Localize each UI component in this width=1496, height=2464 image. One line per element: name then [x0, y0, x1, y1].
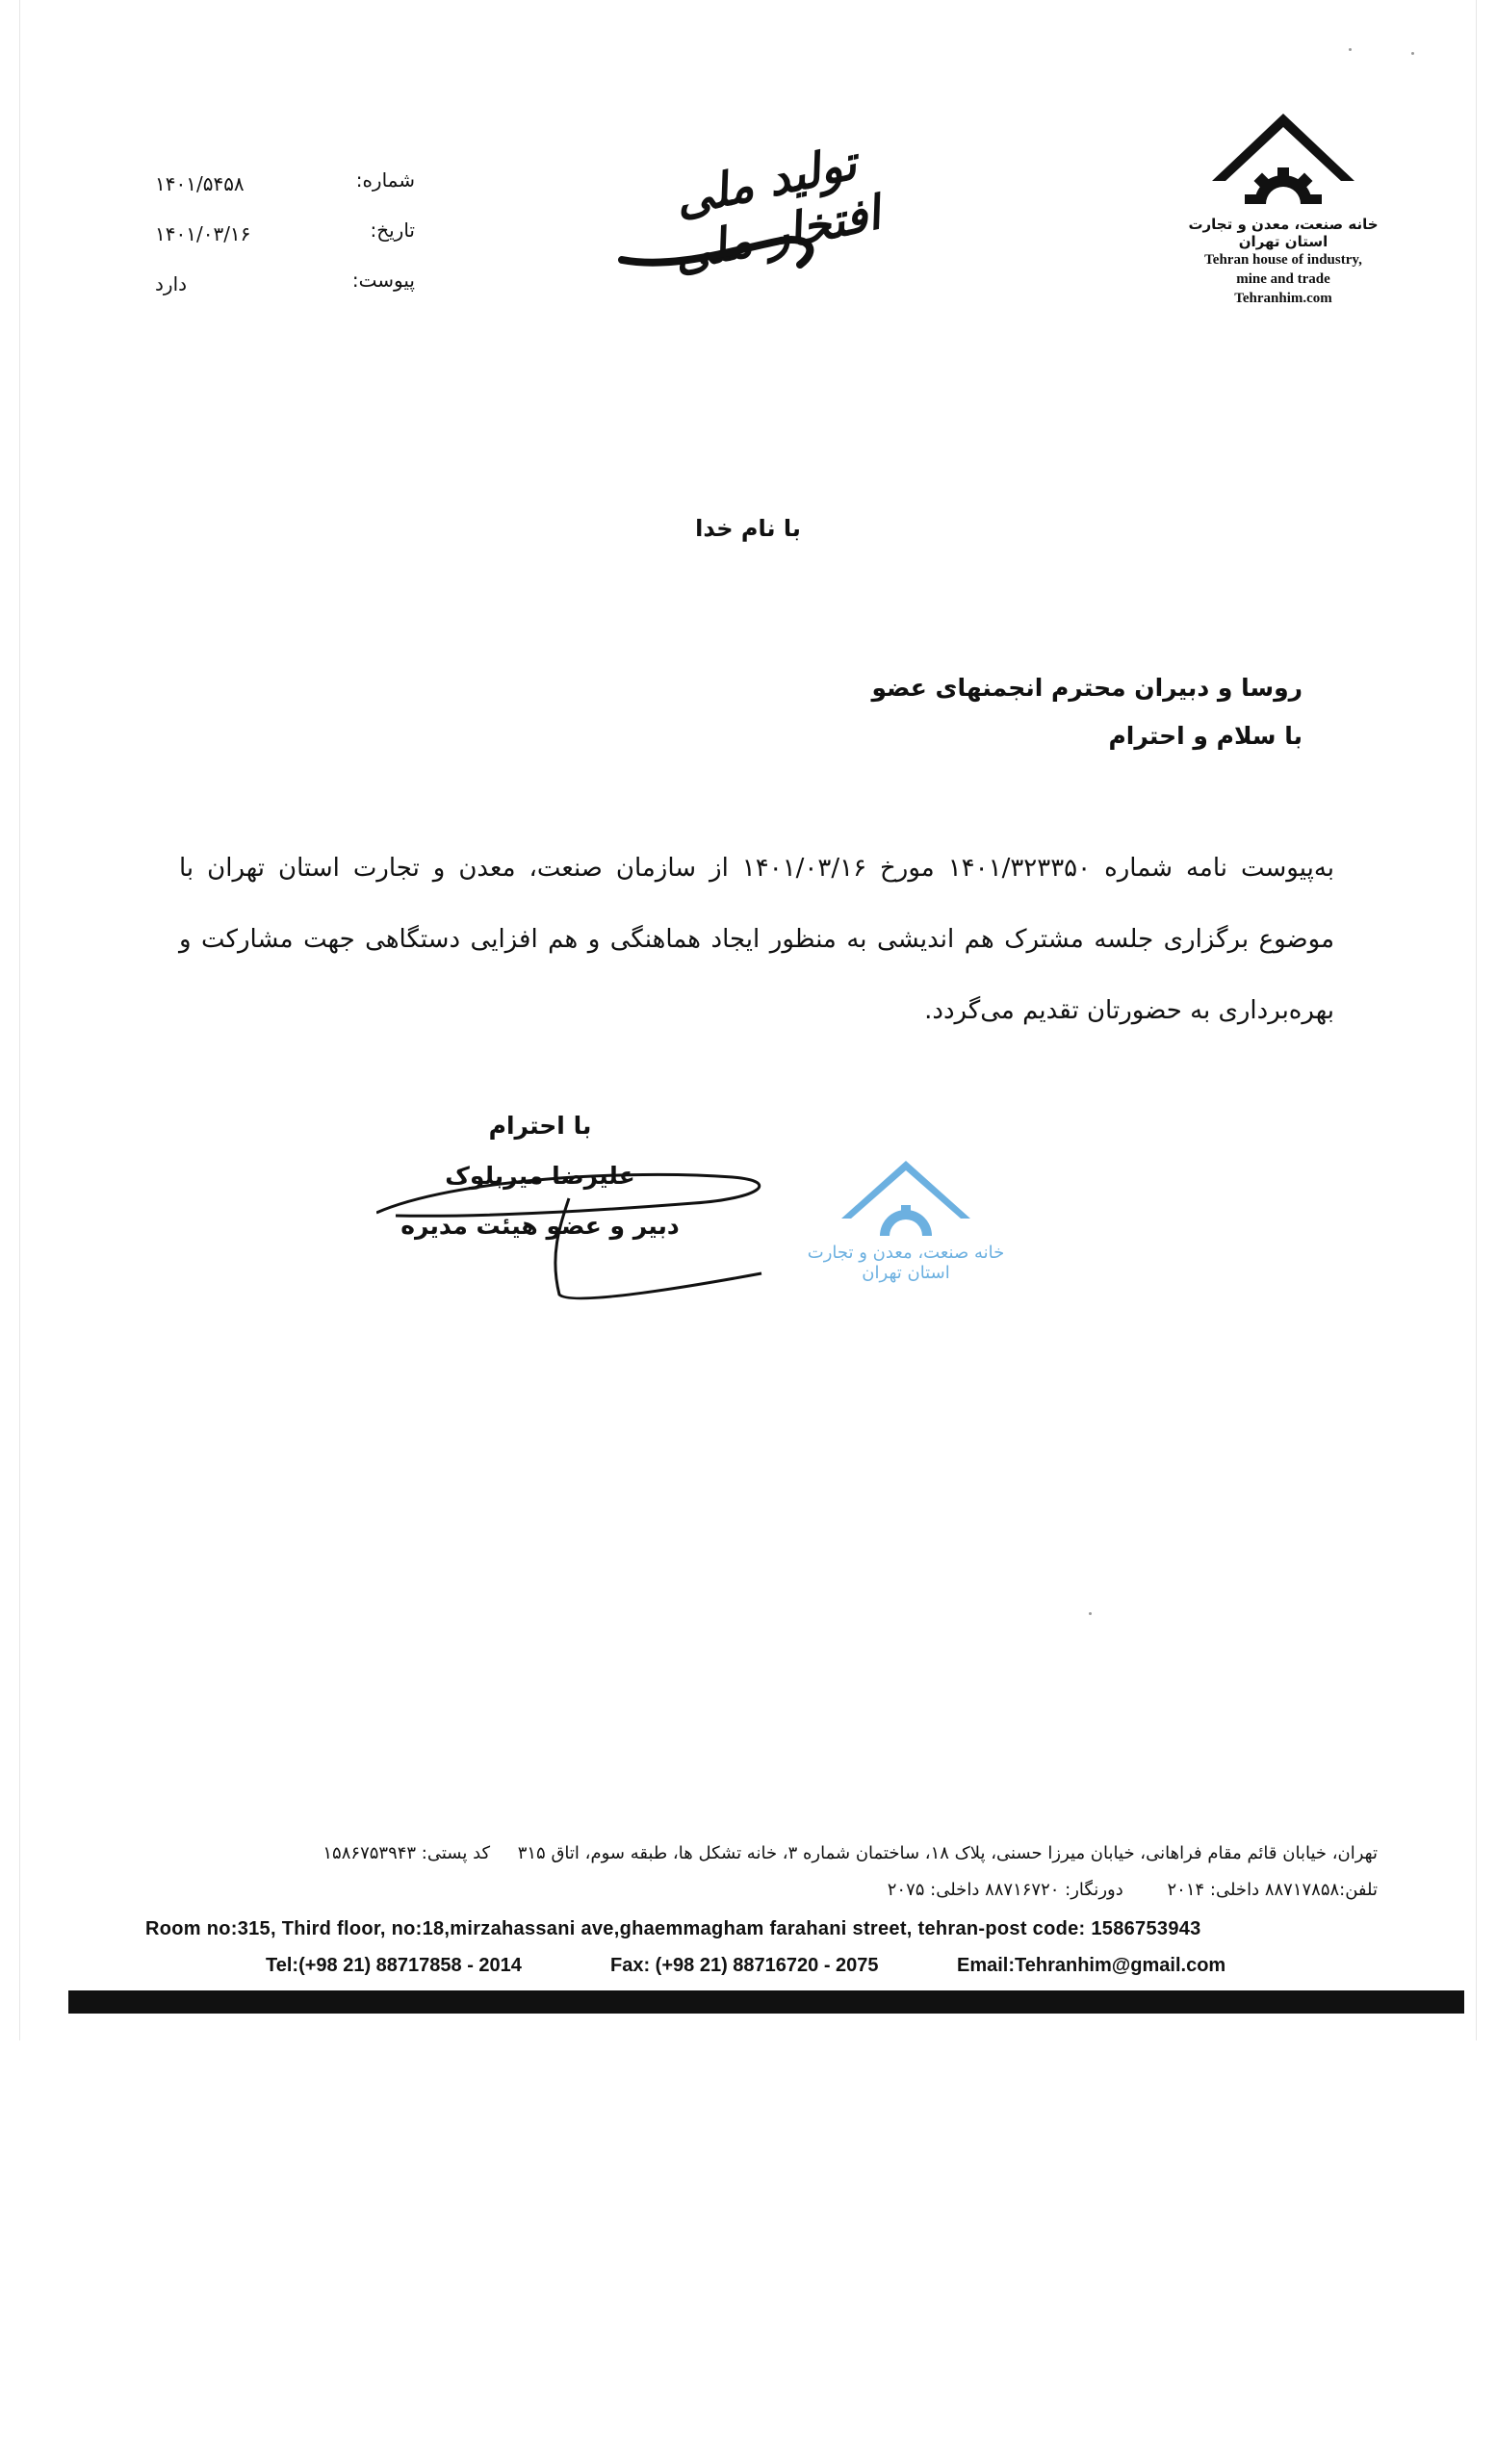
- scan-speck: [1089, 1612, 1092, 1615]
- scan-speck: [1411, 52, 1414, 55]
- closing-text: با احترام: [488, 1112, 592, 1140]
- footer-bar: [68, 1990, 1464, 2014]
- blue-stamp: [790, 1155, 1021, 1283]
- attachment-value: دارد: [155, 272, 188, 295]
- org-name-en-line2: mine and trade: [1236, 271, 1330, 287]
- footer-postal-fa: کد پستی: ۱۵۸۶۷۵۳۹۴۳: [322, 1843, 491, 1863]
- bismillah-heading: با نام خدا: [695, 515, 801, 542]
- meta-attachment-row: [145, 269, 415, 319]
- org-website: Tehranhim.com: [1234, 291, 1332, 306]
- signer-name: علیرضا میربلوک: [445, 1162, 635, 1190]
- slogan-text: تولید ملی افتخار ملی: [668, 136, 886, 283]
- date-value: ۱۴۰۱/۰۳/۱۶: [155, 222, 251, 245]
- scan-speck: [1349, 48, 1352, 51]
- attachment-label: پیوست:: [351, 269, 415, 292]
- footer-tel-en: Tel:(+98 21) 88717858 - 2014: [266, 1955, 522, 1976]
- signer-title: دبیر و عضو هیئت مدیره: [400, 1212, 680, 1240]
- stamp-org-name: خانه صنعت، معدن و تجارت: [807, 1243, 1005, 1263]
- org-province-fa: استان تهران: [1238, 233, 1328, 250]
- number-value: ۱۴۰۱/۵۴۵۸: [155, 172, 245, 195]
- meta-number-row: [145, 168, 415, 218]
- date-label: تاریخ:: [370, 218, 415, 242]
- footer-address-fa: تهران، خیابان قائم مقام فراهانی، خیابان میرزا حسنی، پلاک ۱۸، ساختمان شماره ۳، خانه تشکل ها، طبقه سوم، اتاق ۳۱۵: [517, 1843, 1378, 1863]
- letter-body: به‌پیوست نامه شماره ۱۴۰۱/۳۲۳۳۵۰ مورخ ۱۴۰۱/۰۳/۱۶ از سازمان صنعت، معدن و تجارت استان تهران با موضوع برگزاری جلسه مشترک هم اندیشی به منظور ایجاد هماهنگی و هم افزایی دستگاهی جهت مشارکت و بهره‌برداری به حضورتان تقدیم می‌گردد.: [179, 854, 1334, 1025]
- letter-page: [19, 0, 1477, 2040]
- footer-fax-fa: دورنگار: ۸۸۷۱۶۷۲۰ داخلی: ۲۰۷۵: [887, 1880, 1123, 1900]
- number-label: شماره:: [355, 168, 415, 192]
- footer-phone-fa: تلفن:۸۸۷۱۷۸۵۸ داخلی: ۲۰۱۴: [1167, 1880, 1378, 1900]
- handwritten-signature-icon: [376, 1160, 781, 1314]
- letter-footer: [145, 1843, 1378, 1988]
- footer-email-en: Email:Tehranhim@gmail.com: [957, 1955, 1226, 1976]
- slogan-swash-icon: [617, 221, 925, 298]
- footer-address-fa-row: [145, 1843, 1378, 1880]
- slogan-calligraphy: [617, 116, 925, 308]
- stamp-house-gear-icon: [834, 1155, 978, 1237]
- addressee-block: [871, 664, 1303, 760]
- addressee-line: روسا و دبیران محترم انجمنهای عضو: [871, 674, 1303, 702]
- org-name-fa: خانه صنعت، معدن و تجارت: [1188, 216, 1379, 233]
- footer-phone-fa-row: [145, 1880, 1378, 1918]
- house-gear-logo-icon: [1206, 106, 1360, 212]
- meta-date-row: [145, 218, 415, 269]
- org-name-en-line1: Tehran house of industry,: [1204, 252, 1362, 268]
- footer-fax-en: Fax: (+98 21) 88716720 - 2075: [610, 1955, 879, 1976]
- organization-logo: [1177, 106, 1389, 308]
- letter-meta: [145, 168, 415, 319]
- footer-contacts-en-row: [145, 1955, 1378, 1988]
- greeting-line: با سلام و احترام: [1108, 722, 1303, 750]
- stamp-province: استان تهران: [862, 1263, 950, 1283]
- footer-address-en: Room no:315, Third floor, no:18,mirzahassani ave,ghaemmagham farahani street, tehran-post code: 1586753943: [145, 1918, 1201, 1939]
